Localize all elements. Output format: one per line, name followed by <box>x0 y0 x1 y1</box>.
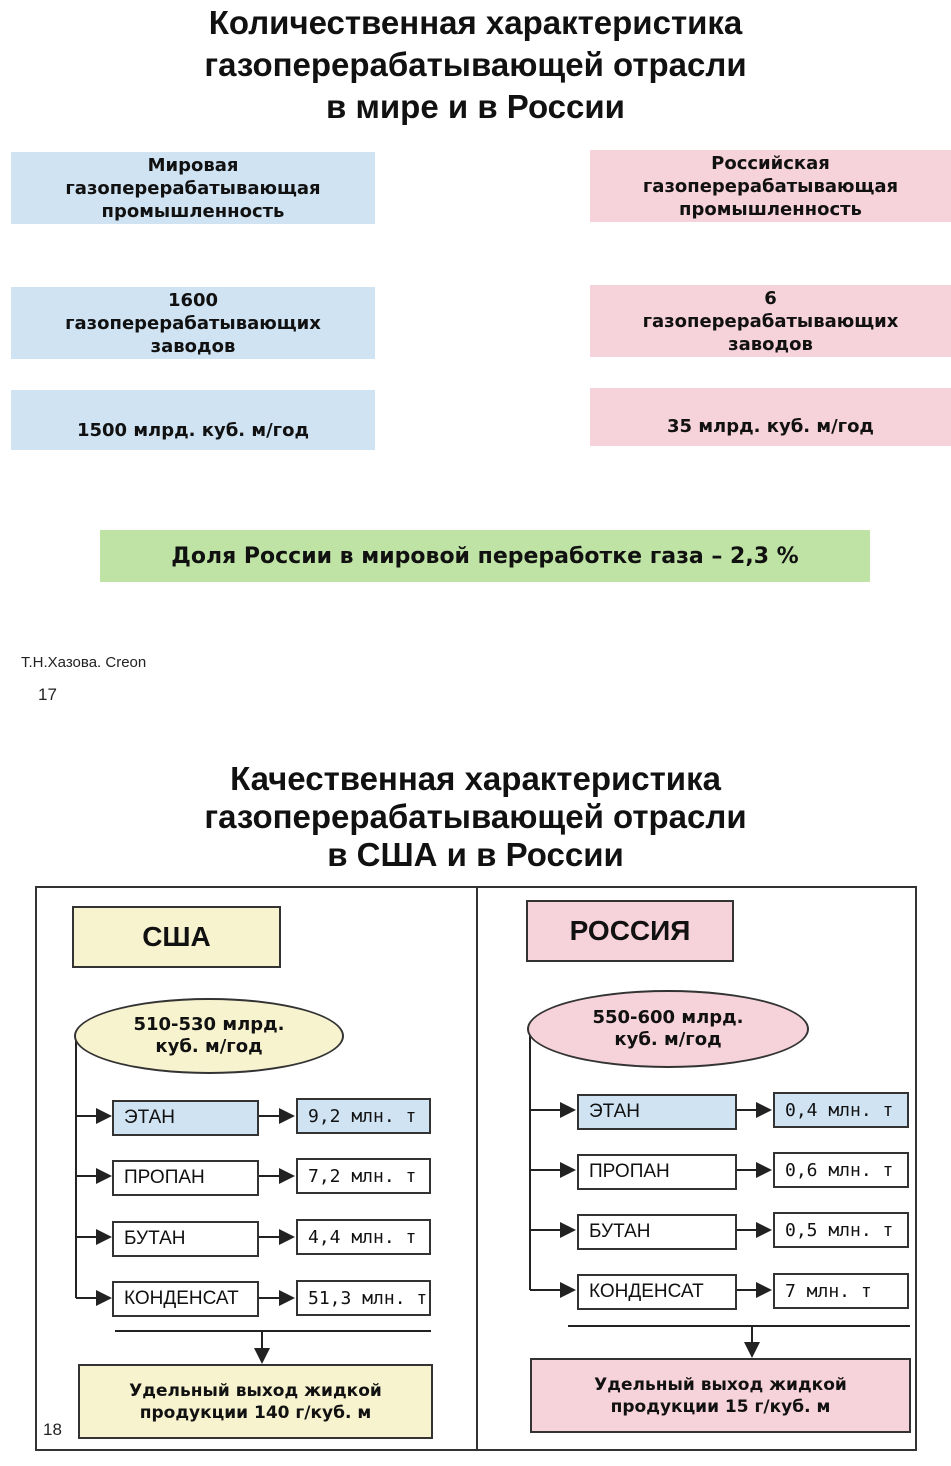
product-value: 0,4 млн. т <box>785 1099 894 1121</box>
russia-header-line: промышленность <box>679 198 862 220</box>
product-label: КОНДЕНСАТ <box>124 1288 239 1309</box>
usa-volume-line: куб. м/год <box>155 1036 263 1057</box>
russia-product-ethane <box>577 1094 737 1130</box>
page-number: 18 <box>43 1420 62 1439</box>
usa-product-propane <box>112 1160 259 1196</box>
slide1-title-line: газоперерабатывающей отрасли <box>204 46 747 83</box>
usa-value-ethane <box>296 1098 431 1134</box>
world-plants-line: газоперерабатывающих <box>65 312 321 334</box>
usa-liquid-yield-box <box>78 1364 433 1439</box>
product-label: ПРОПАН <box>124 1167 205 1188</box>
russia-product-propane <box>577 1154 737 1190</box>
russia-header-label: РОССИЯ <box>569 915 691 946</box>
world-plants-line: 1600 <box>167 289 219 311</box>
russia-volume-line: куб. м/год <box>614 1029 722 1050</box>
usa-value-butane <box>296 1219 431 1255</box>
product-label: ЭТАН <box>589 1101 641 1122</box>
world-header-line: газоперерабатывающая <box>65 177 321 199</box>
russia-volume-line: 550-600 млрд. <box>592 1007 744 1028</box>
russia-yield-line: продукции 15 г/куб. м <box>610 1396 831 1417</box>
slide1-title-line: в мире и в России <box>326 88 625 125</box>
world-header-line: промышленность <box>101 200 285 222</box>
product-value: 9,2 млн. т <box>308 1105 417 1127</box>
usa-product-ethane <box>112 1100 259 1136</box>
russia-value-ethane <box>773 1092 909 1128</box>
usa-value-condensate <box>296 1280 431 1316</box>
russia-capacity: 35 млрд. куб. м/год <box>667 415 874 437</box>
slide2-title-line: в США и в России <box>327 836 624 873</box>
product-label: ЭТАН <box>124 1107 176 1128</box>
russia-value-condensate <box>773 1273 909 1309</box>
russia-product-butane <box>577 1214 737 1250</box>
russia-plants-line: 6 <box>764 287 777 309</box>
russia-yield-line: Удельный выход жидкой <box>594 1374 847 1395</box>
author-credit: Т.Н.Хазова. Creon <box>21 654 147 671</box>
russia-header <box>526 900 734 962</box>
product-value: 7 млн. т <box>785 1280 872 1302</box>
product-label: КОНДЕНСАТ <box>589 1281 704 1302</box>
product-value: 51,3 млн. т <box>308 1287 428 1309</box>
slide2-title-line: газоперерабатывающей отрасли <box>204 798 747 835</box>
usa-yield-line: продукции 140 г/куб. м <box>139 1402 372 1423</box>
usa-header <box>72 906 281 968</box>
usa-volume-ellipse <box>74 998 344 1074</box>
usa-value-propane <box>296 1158 431 1194</box>
world-capacity: 1500 млрд. куб. м/год <box>76 419 309 441</box>
world-plants-line: заводов <box>150 335 236 357</box>
russia-header-line: газоперерабатывающая <box>642 175 899 197</box>
product-value: 4,4 млн. т <box>308 1226 417 1248</box>
product-label: БУТАН <box>124 1228 186 1249</box>
russia-share-text: Доля России в мировой переработке газа – 2,3 % <box>171 543 799 569</box>
usa-header-label: США <box>142 921 211 952</box>
russia-product-condensate <box>577 1274 737 1310</box>
product-label: ПРОПАН <box>589 1161 670 1182</box>
page-number: 17 <box>38 685 57 704</box>
russia-header-line: Российская <box>711 152 830 174</box>
russia-plants-line: газоперерабатывающих <box>642 310 899 332</box>
russia-volume-ellipse <box>527 990 809 1068</box>
product-value: 0,5 млн. т <box>785 1219 894 1241</box>
russia-value-butane <box>773 1212 909 1248</box>
usa-product-condensate <box>112 1281 259 1317</box>
product-label: БУТАН <box>589 1221 651 1242</box>
world-header-line: Мировая <box>147 154 239 176</box>
product-value: 0,6 млн. т <box>785 1159 894 1181</box>
product-value: 7,2 млн. т <box>308 1165 417 1187</box>
usa-product-butane <box>112 1221 259 1257</box>
slide2-title-line: Качественная характеристика <box>230 760 721 797</box>
usa-volume-line: 510-530 млрд. <box>133 1014 285 1035</box>
slide1-title-line: Количественная характеристика <box>208 4 743 41</box>
russia-plants-line: заводов <box>728 333 813 355</box>
russia-liquid-yield-box <box>530 1358 911 1433</box>
russia-value-propane <box>773 1152 909 1188</box>
usa-yield-line: Удельный выход жидкой <box>129 1380 382 1401</box>
